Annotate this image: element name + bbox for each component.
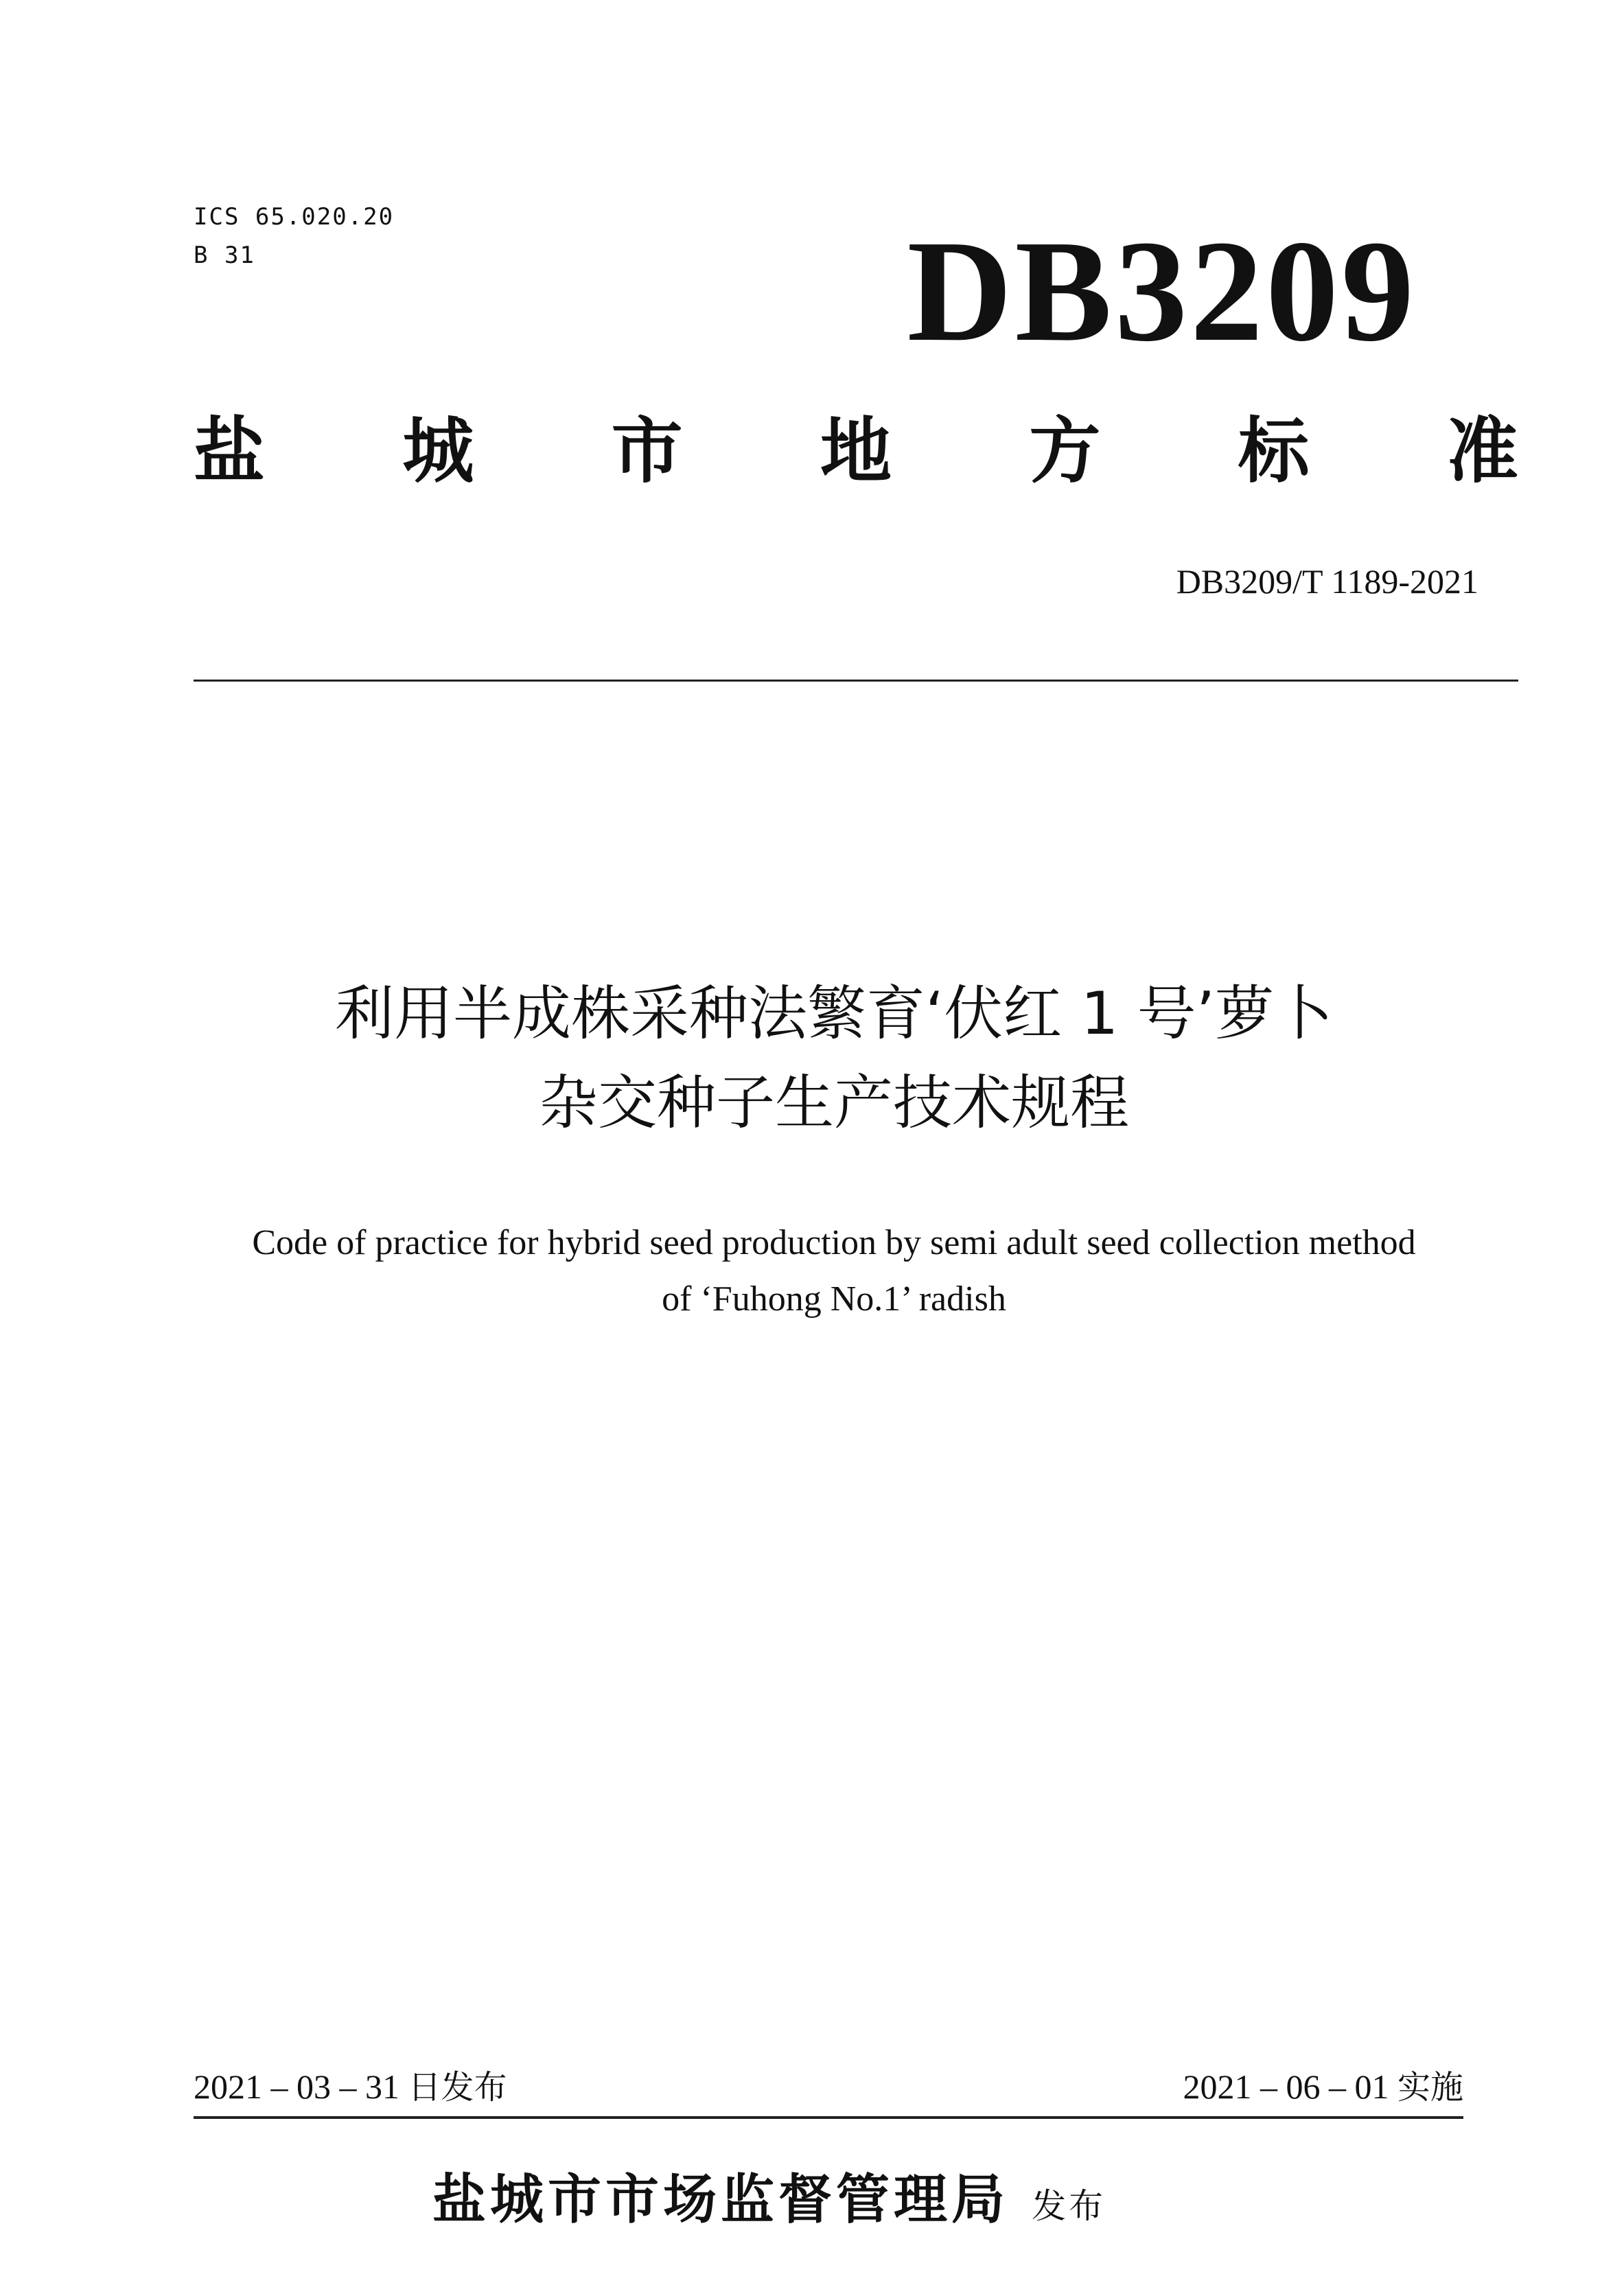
english-title-line-1: Code of practice for hybrid seed production by semi adult seed collection method xyxy=(252,1223,1416,1262)
standard-type-char: 标 xyxy=(1238,409,1310,493)
chinese-title xyxy=(137,969,1531,1148)
chinese-title-line-1: 利用半成株采种法繁育‘伏红 1 号’萝卜 xyxy=(334,979,1334,1048)
standard-type-char: 盐 xyxy=(194,409,266,493)
standard-type-char: 城 xyxy=(402,409,474,493)
bottom-divider xyxy=(194,2116,1463,2119)
english-title xyxy=(137,1215,1531,1327)
publisher xyxy=(432,2157,1106,2234)
top-divider xyxy=(194,680,1518,682)
ics-code: ICS 65.020.20 xyxy=(194,203,395,231)
issue-label: 日发布 xyxy=(408,2068,507,2107)
issue-date-group xyxy=(194,2065,507,2109)
publisher-label: 发布 xyxy=(1032,2186,1106,2226)
standard-number: DB3209/T 1189-2021 xyxy=(1176,562,1478,601)
issue-date: 2021 – 03 – 31 xyxy=(194,2067,399,2106)
standard-type-char: 地 xyxy=(820,409,892,493)
publisher-organization: 盐城市市场监督管理局 xyxy=(432,2169,1010,2231)
chinese-title-line-2: 杂交种子生产技术规程 xyxy=(539,1069,1129,1137)
standard-type-heading xyxy=(194,406,1518,496)
effective-date: 2021 – 06 – 01 xyxy=(1183,2067,1389,2106)
date-row xyxy=(194,2065,1463,2109)
standard-code-large: DB3209 xyxy=(907,210,1417,371)
standard-type-char: 市 xyxy=(611,409,683,493)
ccs-code: B 31 xyxy=(194,242,255,269)
classification-codes xyxy=(194,198,394,275)
standard-type-char: 准 xyxy=(1446,409,1518,493)
effective-label: 实施 xyxy=(1397,2068,1463,2107)
standard-type-char: 方 xyxy=(1029,409,1101,493)
effective-date-group xyxy=(1183,2065,1463,2109)
english-title-line-2: of ‘Fuhong No.1’ radish xyxy=(662,1279,1006,1319)
